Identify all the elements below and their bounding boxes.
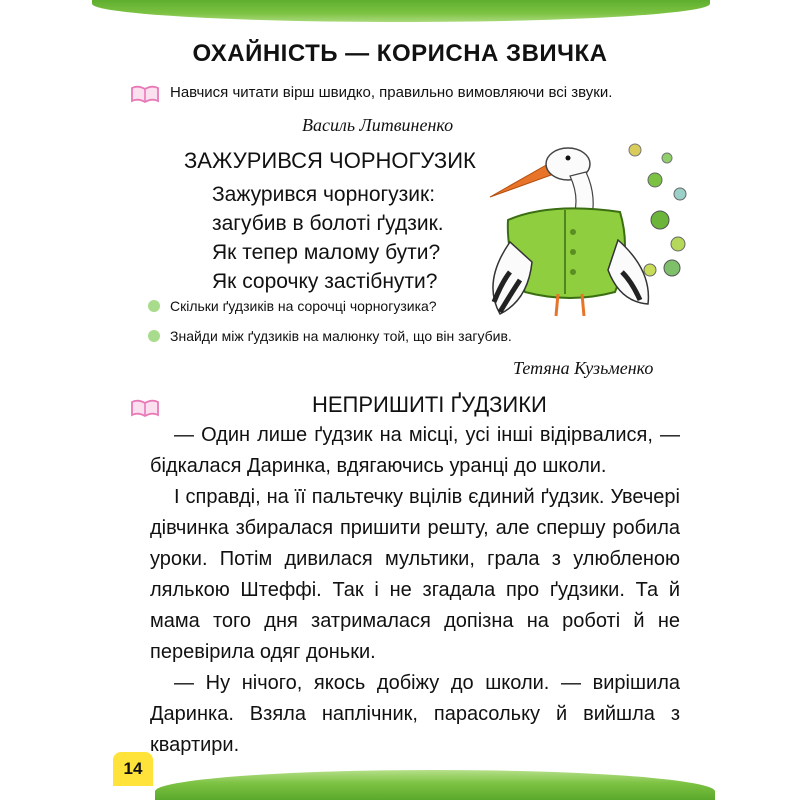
bullet-icon (148, 300, 160, 312)
page-title: ОХАЙНІСТЬ — КОРИСНА ЗВИЧКА (192, 40, 608, 67)
story-body (150, 420, 680, 761)
poem-line: загубив в болоті ґудзик. (212, 212, 444, 235)
story-paragraph: І справді, на її пальтечку вцілів єдиний ґудзик. Увечері дівчинка збиралася пришити решту, але спершу робила уроки. Потім дивилася мультики, грала з улюбленою лялькою Штеффі. Так і не згадала про ґудзики. Та й мама того дня затрималася допізна на роботі й не перевірила одяг доньки. (150, 486, 680, 663)
story-author: Тетяна Кузьменко (513, 358, 654, 378)
bottom-decorative-band (155, 770, 715, 800)
poem-line: Зажурився чорногузик: (212, 183, 436, 206)
poem-line: Як сорочку застібнути? (212, 270, 438, 293)
story-title: НЕПРИШИТІ ҐУДЗИКИ (312, 392, 547, 417)
reading-instruction: Навчися читати вірш швидко, правильно вимовляючи всі звуки. (170, 84, 613, 101)
poem-title: ЗАЖУРИВСЯ ЧОРНОГУЗИК (184, 148, 476, 173)
story-paragraph: — Один лише ґудзик на місці, усі інші відірвалися, — бідкалася Даринка, вдягаючись уранці до школи. (150, 424, 680, 477)
story-paragraph: — Ну нічого, якось добіжу до школи. — вирішила Даринка. Взяла наплічник, парасольку й вийшла з квартири. (150, 672, 680, 756)
top-decorative-band (92, 0, 710, 22)
bullet-icon (148, 330, 160, 342)
open-book-icon (130, 398, 160, 418)
poem-body (212, 180, 444, 296)
question-item: Скільки ґудзиків на сорочці чорногузика? (148, 298, 437, 314)
open-book-icon (130, 84, 160, 104)
poem-author: Василь Литвиненко (302, 115, 454, 135)
poem-line: Як тепер малому бути? (212, 241, 441, 264)
question-item: Знайди між ґудзиків на малюнку той, що він загубив. (148, 328, 512, 344)
stork-illustration (470, 132, 700, 322)
page-number: 14 (113, 752, 153, 786)
